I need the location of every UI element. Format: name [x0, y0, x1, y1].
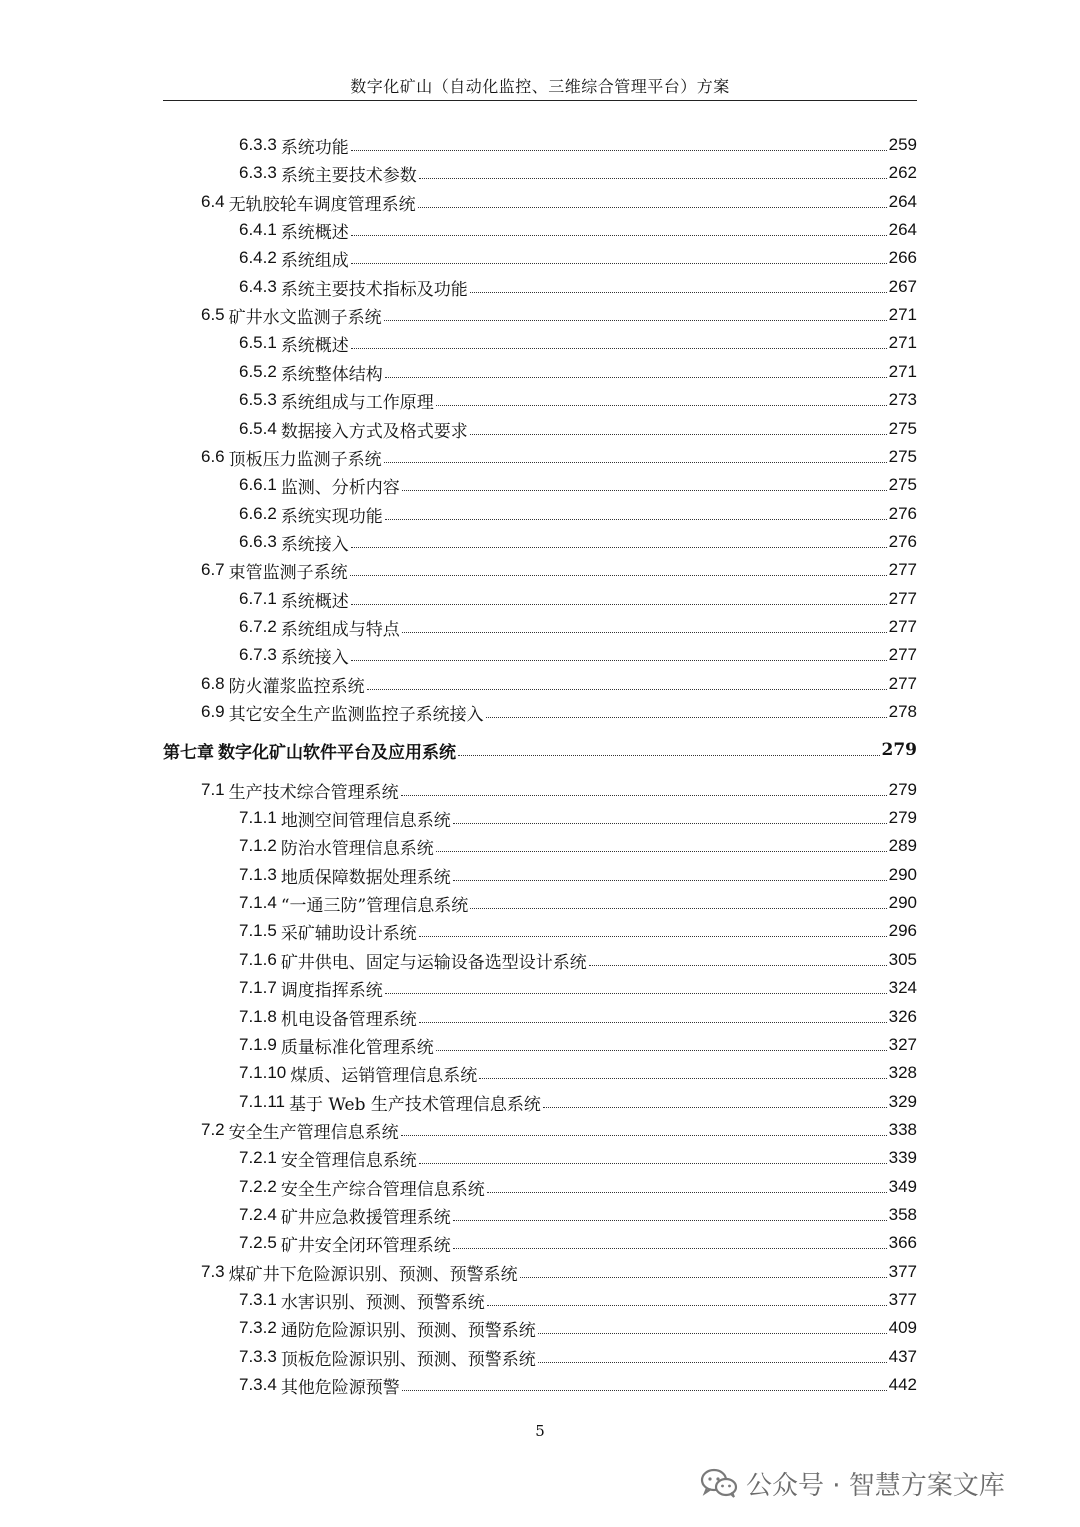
toc-entry-title: 质量标准化管理系统: [280, 1037, 434, 1058]
toc-entry[interactable]: [163, 698, 917, 726]
toc-entry[interactable]: [163, 804, 917, 832]
toc-entry-title: 基于 Web 生产技术管理信息系统: [289, 1094, 541, 1115]
toc-entry-number: 6.5.1: [239, 333, 277, 352]
toc-entry[interactable]: [163, 1201, 917, 1229]
toc-entry-title: 系统功能: [280, 137, 349, 158]
toc-entry-title: 机电设备管理系统: [280, 1009, 417, 1030]
toc-entry[interactable]: [163, 528, 917, 556]
toc-entry-page: 442: [888, 1375, 917, 1394]
toc-entry-number: 6.6.1: [239, 475, 277, 494]
toc-leader-dots: [453, 823, 887, 824]
toc-leader-dots: [458, 755, 880, 756]
watermark-text: 公众号 · 智慧方案文库: [746, 1470, 1005, 1501]
toc-entry-title: 系统接入: [280, 647, 349, 668]
toc-leader-dots: [419, 1163, 887, 1164]
toc-entry-page: 264: [888, 192, 917, 211]
toc-leader-dots: [351, 660, 887, 661]
toc-entry[interactable]: [163, 641, 917, 669]
toc-entry-title: 其他危险源预警: [280, 1377, 400, 1398]
toc-entry-number: 7.3: [201, 1262, 225, 1281]
toc-entry-title: 矿井应急救援管理系统: [280, 1207, 451, 1228]
toc-entry[interactable]: [163, 301, 917, 329]
toc-entry-page: 328: [888, 1063, 917, 1082]
toc-entry-title: 防治水管理信息系统: [280, 838, 434, 859]
toc-entry-page: 289: [888, 836, 917, 855]
toc-entry[interactable]: [163, 1286, 917, 1314]
toc-leader-dots: [453, 1220, 887, 1221]
toc-leader-dots: [367, 689, 887, 690]
toc-entry[interactable]: [163, 386, 917, 414]
toc-entry-number: 7.3.4: [239, 1375, 277, 1394]
toc-entry[interactable]: [163, 917, 917, 945]
toc-entry[interactable]: [163, 131, 917, 159]
toc-entry-title: 地质保障数据处理系统: [280, 867, 451, 888]
toc-entry[interactable]: [163, 1116, 917, 1144]
toc-entry-page: 262: [888, 163, 917, 182]
toc-entry[interactable]: [163, 159, 917, 187]
toc-entry-page: 264: [888, 220, 917, 239]
toc-leader-dots: [419, 178, 887, 179]
toc-entry-page: 276: [888, 504, 917, 523]
toc-entry-title: 数字化矿山软件平台及应用系统: [218, 742, 456, 763]
toc-entry-page: 277: [888, 645, 917, 664]
toc-entry-number: 6.7.3: [239, 645, 277, 664]
toc-entry-number: 7.2.4: [239, 1205, 277, 1224]
toc-entry-number: 6.7.2: [239, 617, 277, 636]
toc-entry-title: 防火灌浆监控系统: [228, 676, 365, 697]
toc-entry-number: 6.7: [201, 560, 225, 579]
toc-entry[interactable]: [163, 358, 917, 386]
toc-entry-page: 279: [888, 780, 917, 799]
toc-leader-dots: [486, 717, 887, 718]
toc-entry[interactable]: [163, 1371, 917, 1399]
toc-leader-dots: [436, 405, 887, 406]
toc-entry-title: 系统组成与特点: [280, 619, 400, 640]
wechat-icon: [700, 1467, 738, 1499]
toc-entry-page: 409: [888, 1318, 917, 1337]
toc-entry-page: 266: [888, 248, 917, 267]
toc-entry-title: 矿井安全闭环管理系统: [280, 1235, 451, 1256]
toc-entry-title: 系统主要技术指标及功能: [280, 279, 468, 300]
toc-entry-number: 7.1.7: [239, 978, 277, 997]
toc-entry-number: 6.3.3: [239, 163, 277, 182]
toc-entry-number: 6.3.3: [239, 135, 277, 154]
toc-entry[interactable]: [163, 1258, 917, 1286]
toc-entry[interactable]: [163, 974, 917, 1002]
toc-leader-dots: [402, 1390, 887, 1391]
toc-entry[interactable]: [163, 776, 917, 804]
toc-leader-dots: [351, 348, 887, 349]
toc-leader-dots: [538, 1362, 887, 1363]
toc-entry[interactable]: [163, 861, 917, 889]
toc-entry-number: 6.4.1: [239, 220, 277, 239]
toc-leader-dots: [351, 235, 887, 236]
toc-entry[interactable]: [163, 1031, 917, 1059]
toc-entry[interactable]: [163, 216, 917, 244]
toc-entry-number: 7.1.2: [239, 836, 277, 855]
toc-entry-title: 系统接入: [280, 534, 349, 555]
toc-entry-number: 7.3.1: [239, 1290, 277, 1309]
toc-entry-page: 327: [888, 1035, 917, 1054]
toc-entry[interactable]: [163, 471, 917, 499]
toc-entry-title: 矿井供电、固定与运输设备选型设计系统: [280, 952, 587, 973]
toc-entry-number: 7.1.9: [239, 1035, 277, 1054]
toc-entry-title: 安全管理信息系统: [280, 1150, 417, 1171]
toc-leader-dots: [401, 795, 887, 796]
toc-entry-page: 277: [888, 617, 917, 636]
toc-entry-title: 通防危险源识别、预测、预警系统: [280, 1320, 536, 1341]
toc-leader-dots: [520, 1277, 887, 1278]
toc-entry-number: 6.4: [201, 192, 225, 211]
toc-entry-title: 系统概述: [280, 222, 349, 243]
toc-entry-title: 系统实现功能: [280, 506, 383, 527]
toc-entry-title: 系统组成与工作原理: [280, 392, 434, 413]
toc-entry-page: 377: [888, 1290, 917, 1309]
toc-leader-dots: [351, 547, 887, 548]
toc-leader-dots: [350, 575, 887, 576]
toc-leader-dots: [453, 880, 887, 881]
toc-entry[interactable]: [163, 415, 917, 443]
toc-entry-number: 7.1.8: [239, 1007, 277, 1026]
toc-entry-number: 7.1.11: [239, 1092, 286, 1111]
toc-entry-page: 377: [888, 1262, 917, 1281]
toc-entry[interactable]: [163, 670, 917, 698]
toc-entry-number: 7.1.10: [239, 1063, 287, 1082]
toc-entry-page: 275: [888, 419, 917, 438]
toc-entry[interactable]: [163, 500, 917, 528]
toc-entry-number: 7.1.3: [239, 865, 277, 884]
toc-entry[interactable]: [163, 443, 917, 471]
toc-entry[interactable]: [163, 1314, 917, 1342]
toc-entry-title: 系统主要技术参数: [280, 165, 417, 186]
toc-leader-dots: [384, 320, 887, 321]
toc-leader-dots: [436, 851, 887, 852]
toc-entry-number: 7.2.2: [239, 1177, 277, 1196]
toc-entry-title: 水害识别、预测、预警系统: [280, 1292, 485, 1313]
toc-entry-title: 系统组成: [280, 250, 349, 271]
toc-leader-dots: [401, 1135, 887, 1136]
toc-entry-page: 277: [888, 589, 917, 608]
toc-entry-page: 267: [888, 277, 917, 296]
toc-leader-dots: [487, 1305, 887, 1306]
toc-entry-number: 6.7.1: [239, 589, 277, 608]
toc-entry[interactable]: [163, 188, 917, 216]
page-number: 5: [535, 1422, 545, 1440]
toc-entry[interactable]: [163, 1173, 917, 1201]
toc-entry-page: 290: [888, 865, 917, 884]
toc-entry[interactable]: [163, 244, 917, 272]
toc-entry-number: 7.1.4: [239, 893, 277, 912]
toc-entry-number: 6.8: [201, 674, 225, 693]
toc-entry-number: 6.6.3: [239, 532, 277, 551]
toc-entry-page: 275: [888, 475, 917, 494]
toc-entry[interactable]: [163, 1229, 917, 1257]
toc-leader-dots: [402, 490, 887, 491]
toc-leader-dots: [351, 604, 887, 605]
toc-leader-dots: [543, 1107, 887, 1108]
page-header-title: 数字化矿山（自动化监控、三维综合管理平台）方案: [350, 77, 730, 96]
toc-entry[interactable]: [163, 1088, 917, 1116]
toc-entry-page: 277: [888, 674, 917, 693]
toc-entry-page: 273: [888, 390, 917, 409]
toc-leader-dots: [385, 377, 887, 378]
toc-entry-title: 采矿辅助设计系统: [280, 923, 417, 944]
toc-entry-page: 338: [888, 1120, 917, 1139]
toc-entry-number: 6.6.2: [239, 504, 277, 523]
toc-leader-dots: [453, 1248, 887, 1249]
header-rule: [163, 100, 917, 101]
toc-entry-number: 6.5.3: [239, 390, 277, 409]
toc-entry-page: 277: [888, 560, 917, 579]
toc-entry-number: 7.2.5: [239, 1233, 277, 1252]
toc-entry[interactable]: [163, 329, 917, 357]
toc-entry[interactable]: [163, 273, 917, 301]
toc-leader-dots: [470, 292, 887, 293]
toc-entry[interactable]: [163, 613, 917, 641]
toc-entry-page: 296: [888, 921, 917, 940]
toc-leader-dots: [351, 150, 887, 151]
toc-entry-number: 6.4.2: [239, 248, 277, 267]
toc-entry-number: 7.3.3: [239, 1347, 277, 1366]
toc-entry[interactable]: [163, 1059, 917, 1087]
toc-entry-page: 358: [888, 1205, 917, 1224]
toc-entry-title: 调度指挥系统: [280, 980, 383, 1001]
toc-leader-dots: [470, 908, 886, 909]
toc-leader-dots: [418, 207, 887, 208]
toc-entry-number: 7.1: [201, 780, 225, 799]
toc-entry-page: 305: [888, 950, 917, 969]
toc-leader-dots: [385, 519, 887, 520]
toc-entry-number: 6.4.3: [239, 277, 277, 296]
toc-entry-page: 275: [888, 447, 917, 466]
toc-entry-number: 6.9: [201, 702, 225, 721]
toc-entry-title: 无轨胶轮车调度管理系统: [228, 194, 416, 215]
toc-entry-title: 安全生产综合管理信息系统: [280, 1179, 485, 1200]
toc-leader-dots: [470, 434, 887, 435]
toc-entry-page: 339: [888, 1148, 917, 1167]
toc-leader-dots: [351, 263, 887, 264]
toc-entry[interactable]: [163, 556, 917, 584]
toc-entry-page: 437: [888, 1347, 917, 1366]
toc-entry-title: 系统概述: [280, 335, 349, 356]
toc-entry-page: 259: [888, 135, 917, 154]
toc-leader-dots: [487, 1192, 887, 1193]
toc-entry[interactable]: [163, 585, 917, 613]
toc-entry-number: 6.5.4: [239, 419, 277, 438]
toc-entry-title: 数据接入方式及格式要求: [280, 421, 468, 442]
toc-leader-dots: [589, 965, 887, 966]
toc-entry-number: 7.2.1: [239, 1148, 277, 1167]
watermark: [700, 1463, 1005, 1503]
toc-entry[interactable]: [163, 1144, 917, 1172]
toc-entry-number: 6.6: [201, 447, 225, 466]
toc-leader-dots: [384, 462, 887, 463]
toc-entry-title: 顶板压力监测子系统: [228, 449, 382, 470]
toc-chapter-entry[interactable]: [163, 736, 917, 764]
toc-entry-title: 生产技术综合管理系统: [228, 782, 399, 803]
toc-leader-dots: [419, 936, 887, 937]
toc-entry-title: 地测空间管理信息系统: [280, 810, 451, 831]
toc-entry-title: “一通三防”管理信息系统: [280, 895, 469, 916]
toc-entry-title: 束管监测子系统: [228, 562, 348, 583]
toc-entry-number: 7.1.6: [239, 950, 277, 969]
toc-leader-dots: [419, 1022, 887, 1023]
toc-entry[interactable]: [163, 832, 917, 860]
toc-entry-title: 其它安全生产监测监控子系统接入: [228, 704, 484, 725]
toc-entry-page: 329: [888, 1092, 917, 1111]
toc-entry-page: 271: [888, 362, 917, 381]
toc-leader-dots: [402, 632, 887, 633]
toc-leader-dots: [538, 1333, 887, 1334]
toc-entry-number: 7.1.5: [239, 921, 277, 940]
toc-entry-title: 顶板危险源识别、预测、预警系统: [280, 1349, 536, 1370]
toc-leader-dots: [436, 1050, 887, 1051]
toc-entry-number: 7.1.1: [239, 808, 277, 827]
toc-entry[interactable]: [163, 889, 917, 917]
toc-entry-page: 349: [888, 1177, 917, 1196]
toc-entry-number: 第七章: [163, 742, 214, 763]
toc-entry-page: 271: [888, 305, 917, 324]
toc-entry-page: 278: [888, 702, 917, 721]
toc-entry-page: 366: [888, 1233, 917, 1252]
toc-entry[interactable]: [163, 1003, 917, 1031]
toc-entry-page: 279: [881, 740, 917, 760]
toc-entry-page: 271: [888, 333, 917, 352]
toc-entry-page: 279: [888, 808, 917, 827]
toc-entry-number: 7.2: [201, 1120, 225, 1139]
toc-entry-page: 290: [888, 893, 917, 912]
toc-entry-title: 监测、分析内容: [280, 477, 400, 498]
toc-entry-title: 矿井水文监测子系统: [228, 307, 382, 328]
toc-entry-page: 326: [888, 1007, 917, 1026]
toc-entry-page: 324: [888, 978, 917, 997]
toc-entry-page: 276: [888, 532, 917, 551]
toc-entry[interactable]: [163, 946, 917, 974]
toc-entry-title: 安全生产管理信息系统: [228, 1122, 399, 1143]
toc-leader-dots: [479, 1078, 886, 1079]
toc-entry-number: 6.5: [201, 305, 225, 324]
toc-entry-number: 7.3.2: [239, 1318, 277, 1337]
toc-entry-number: 6.5.2: [239, 362, 277, 381]
toc-entry-title: 煤矿井下危险源识别、预测、预警系统: [228, 1264, 518, 1285]
toc-entry-title: 系统概述: [280, 591, 349, 612]
toc-entry-title: 系统整体结构: [280, 364, 383, 385]
toc-entry-title: 煤质、运销管理信息系统: [290, 1065, 478, 1086]
toc-leader-dots: [385, 993, 887, 994]
toc-entry[interactable]: [163, 1343, 917, 1371]
